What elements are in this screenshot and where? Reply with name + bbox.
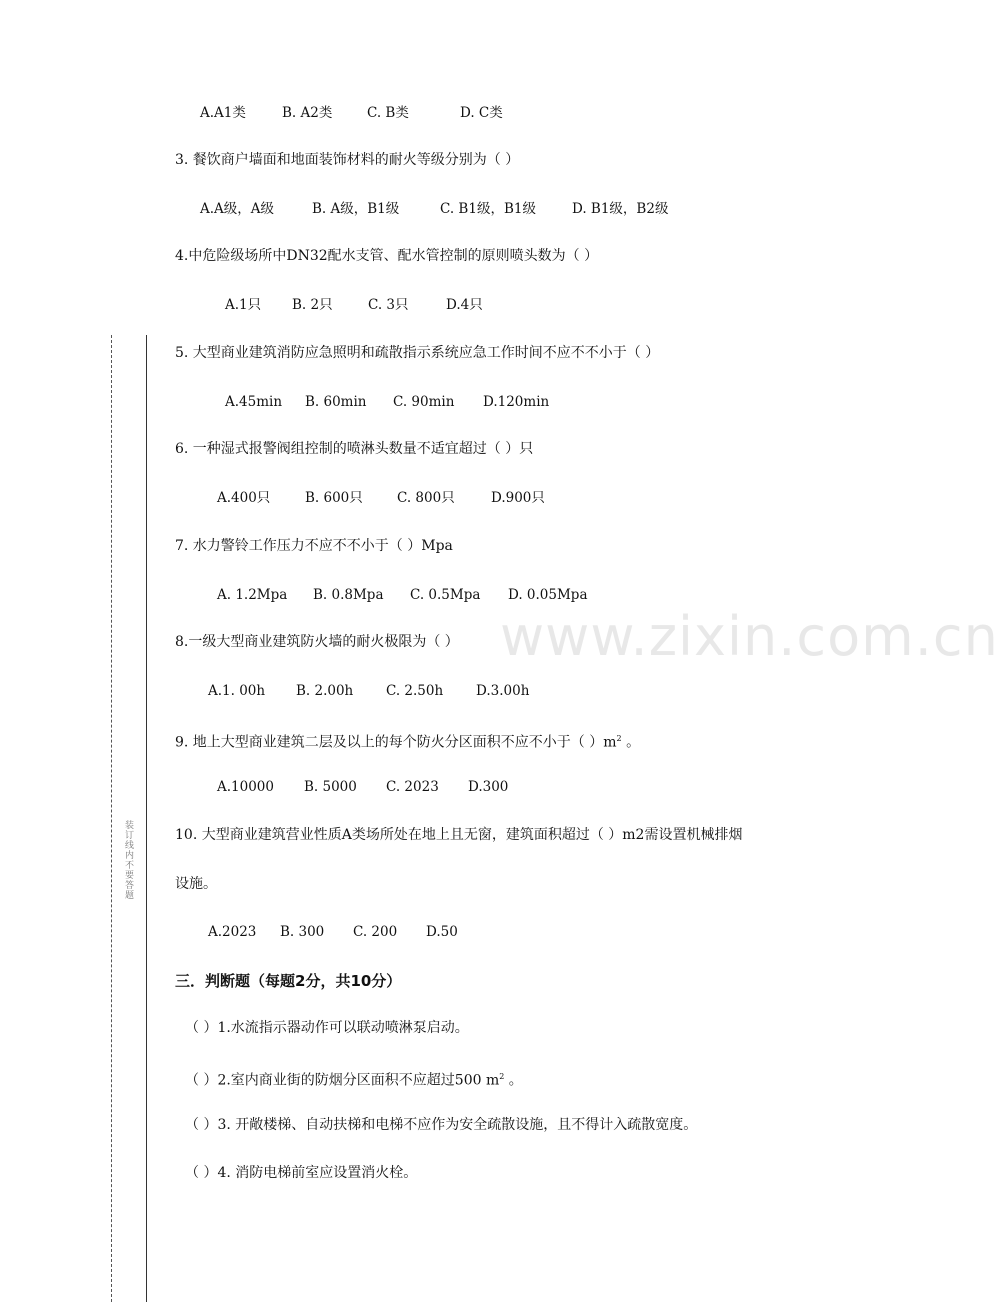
q2-option-a: A.A1类 (200, 105, 246, 121)
q8-option-d: D.3.00h (476, 683, 530, 699)
q5-options (225, 392, 549, 412)
tf-item-2 (185, 1067, 523, 1091)
q9-option-a: A.10000 (217, 779, 274, 795)
q3-option-a: A.A级，A级 (200, 201, 275, 217)
q5-stem: 5. 大型商业建筑消防应急照明和疏散指示系统应急工作时间不应不不小于（ ） (175, 345, 660, 361)
q6-options (217, 488, 545, 508)
q3-stem: 3. 餐饮商户墙面和地面装饰材料的耐火等级分别为（ ） (175, 152, 520, 168)
q9-stem-text: 9. 地上大型商业建筑二层及以上的每个防火分区面积不应不小于（ ）m (175, 734, 617, 751)
q4-options (225, 295, 483, 315)
q3-option-d: D. B1级，B2级 (572, 201, 669, 217)
tf-item-2-tail: 。 (504, 1072, 523, 1089)
q7-option-a: A. 1.2Mpa (217, 587, 288, 603)
q8-option-c: C. 2.50h (386, 683, 444, 699)
q8-option-a: A.1. 00h (208, 683, 266, 699)
q7-option-c: C. 0.5Mpa (410, 587, 481, 603)
q8-stem: 8.一级大型商业建筑防火墙的耐火极限为（ ） (175, 634, 459, 650)
q9-stem-tail: 。 (621, 734, 641, 751)
binding-solid-line (146, 335, 147, 1302)
tf-item-3: （ ）3. 开敞楼梯、自动扶梯和电梯不应作为安全疏散设施，且不得计入疏散宽度。 (185, 1117, 698, 1133)
q5-option-d: D.120min (483, 394, 550, 410)
q10-option-d: D.50 (426, 924, 458, 940)
q8-options (208, 681, 529, 701)
q10-stem-line2: 设施。 (175, 876, 217, 892)
q3-options (200, 199, 668, 219)
tf-item-4: （ ）4. 消防电梯前室应设置消火栓。 (185, 1165, 418, 1181)
q9-option-b: B. 5000 (304, 779, 357, 795)
q10-option-b: B. 300 (280, 924, 325, 940)
q5-option-c: C. 90min (393, 394, 455, 410)
q6-option-b: B. 600只 (305, 490, 363, 506)
q7-options (217, 585, 588, 605)
q9-options (217, 777, 508, 797)
q4-option-a: A.1只 (225, 297, 262, 313)
binding-dashed-line (111, 335, 112, 1302)
watermark: www.zixin.com.cn (500, 605, 999, 668)
q2-option-b: B. A2类 (282, 105, 333, 121)
section3-heading: 三．判断题（每题2分，共10分） (175, 972, 402, 990)
q7-stem: 7. 水力警铃工作压力不应不不小于（ ）Mpa (175, 538, 453, 554)
q7-option-b: B. 0.8Mpa (313, 587, 384, 603)
q3-option-b: B. A级，B1级 (312, 201, 400, 217)
q4-option-c: C. 3只 (368, 297, 409, 313)
q4-stem: 4.中危险级场所中DN32配水支管、配水管控制的原则喷头数为（ ） (175, 248, 599, 264)
q8-option-b: B. 2.00h (296, 683, 354, 699)
q3-option-c: C. B1级，B1级 (440, 201, 536, 217)
q6-option-c: C. 800只 (397, 490, 455, 506)
q4-option-d: D.4只 (446, 297, 483, 313)
q4-option-b: B. 2只 (292, 297, 333, 313)
q9-stem (175, 729, 640, 753)
tf-item-2-text: （ ）2.室内商业街的防烟分区面积不应超过500 m (185, 1072, 500, 1089)
q6-stem: 6. 一种湿式报警阀组控制的喷淋头数量不适宜超过（ ）只 (175, 441, 534, 457)
q5-option-a: A.45min (225, 394, 283, 410)
tf-item-1: （ ）1.水流指示器动作可以联动喷淋泵启动。 (185, 1020, 469, 1036)
q6-option-a: A.400只 (217, 490, 271, 506)
binding-margin-note: 装订线内不要答题 (123, 820, 133, 900)
q2-option-d: D. C类 (460, 105, 503, 121)
q10-option-a: A.2023 (208, 924, 257, 940)
q10-options (208, 922, 458, 942)
q7-option-d: D. 0.05Mpa (508, 587, 588, 603)
q5-option-b: B. 60min (305, 394, 367, 410)
q2-options (200, 103, 503, 123)
q10-option-c: C. 200 (353, 924, 398, 940)
q2-option-c: C. B类 (367, 105, 409, 121)
q10-stem-line1: 10. 大型商业建筑营业性质A类场所处在地上且无窗，建筑面积超过（ ）m2需设置机械排烟 (175, 827, 743, 843)
tf-item-2-superscript: 2 (499, 1072, 505, 1081)
q9-option-d: D.300 (468, 779, 509, 795)
q9-unit-superscript: 2 (616, 734, 622, 743)
q6-option-d: D.900只 (491, 490, 545, 506)
q9-option-c: C. 2023 (386, 779, 439, 795)
